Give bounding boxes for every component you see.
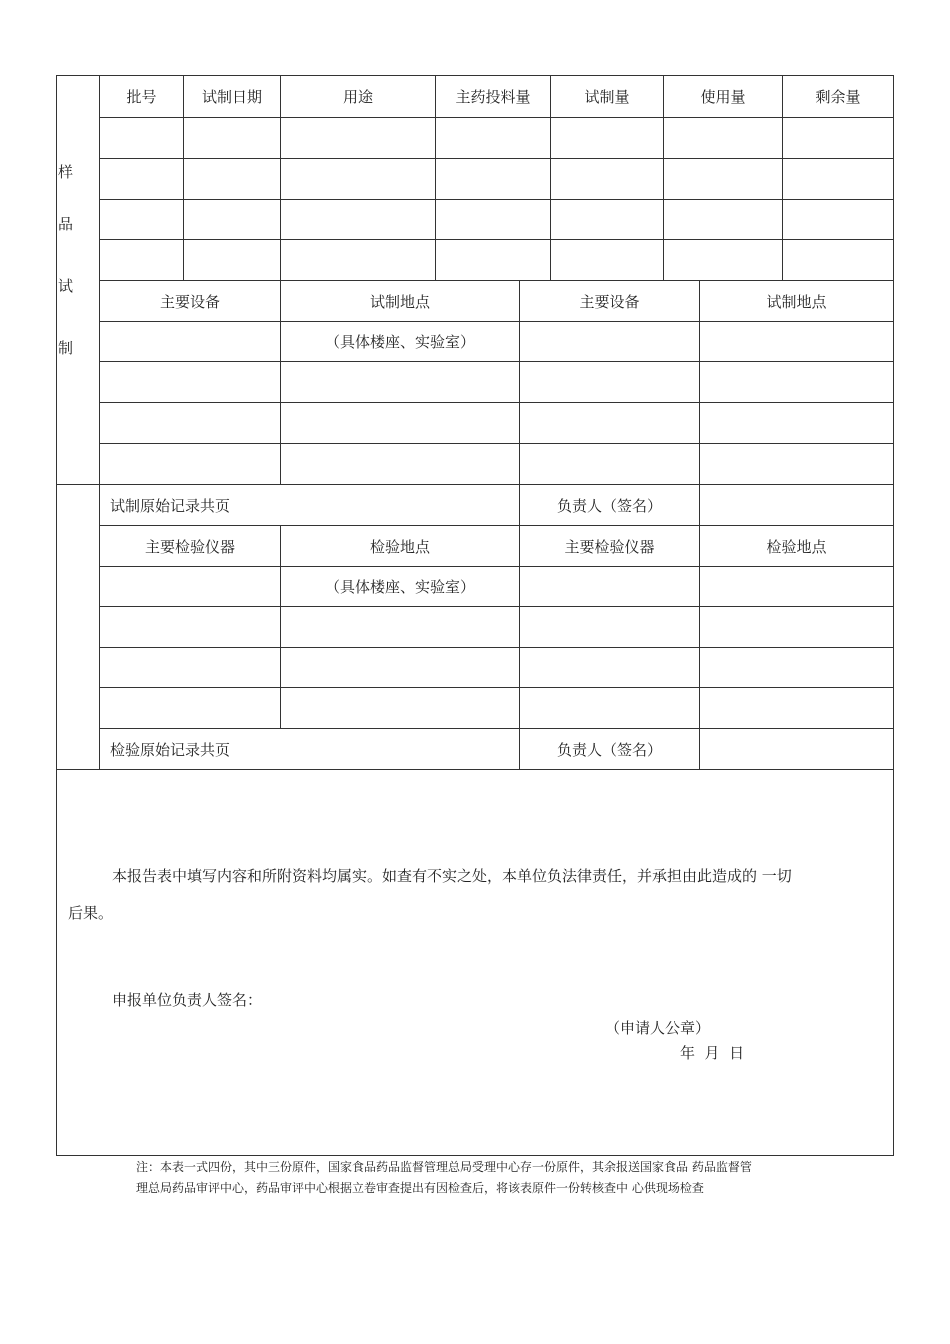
row-line	[99, 117, 894, 118]
section-divider-line	[56, 769, 894, 770]
inspection-records-label: 检验原始记录共页	[110, 741, 231, 759]
applicant-seal-label: （申请人公章）	[605, 1019, 711, 1037]
label-column-line	[99, 75, 100, 769]
date-label: 年 月 日	[680, 1044, 745, 1062]
header-main-equipment: 主要设备	[159, 293, 220, 311]
footnote-line-1: 注：本表一式四份，其中三份原件，国家食品药品监督管理总局受理中心存一份原件，其余报送国家食品 药品监督管	[136, 1160, 752, 1174]
section-label-char: 样	[58, 163, 74, 181]
row-line	[99, 280, 894, 281]
frame-bottom-line	[56, 1155, 894, 1156]
header-inspection-location: 检验地点	[369, 538, 430, 556]
header-purpose: 用途	[342, 88, 373, 106]
row-line	[99, 199, 894, 200]
col-line	[519, 525, 520, 769]
row-line	[99, 525, 894, 526]
header-trial-location: 试制地点	[766, 293, 827, 311]
header-inspection-location: 检验地点	[766, 538, 827, 556]
frame-right-line	[893, 75, 894, 1155]
section-label-char: 试	[58, 277, 74, 295]
applicant-signature-label: 申报单位负责人签名：	[112, 991, 263, 1009]
header-main-instrument: 主要检验仪器	[144, 538, 235, 556]
row-line	[99, 321, 894, 322]
footnote-line-2: 理总局药品审评中心，药品审评中心根据立卷审查提出有因检查后，将该表原件一份转核查中 心供现场检查	[136, 1181, 704, 1195]
frame-left-line	[56, 75, 57, 1155]
section-divider-line	[56, 484, 894, 485]
row-line	[99, 728, 894, 729]
row-line	[99, 647, 894, 648]
header-main-drug-input: 主药投料量	[455, 88, 531, 106]
col-line	[699, 484, 700, 525]
row-line	[99, 158, 894, 159]
trial-records-label: 试制原始记录共页	[110, 497, 231, 515]
header-remaining-quantity: 剩余量	[815, 88, 861, 106]
signature-label: 负责人（签名）	[556, 497, 662, 515]
row-line	[99, 687, 894, 688]
section-label-char: 品	[58, 215, 74, 233]
header-used-quantity: 使用量	[700, 88, 746, 106]
header-batch-number: 批号	[126, 88, 157, 106]
header-trial-location: 试制地点	[369, 293, 430, 311]
signature-label: 负责人（签名）	[556, 741, 662, 759]
row-line	[99, 239, 894, 240]
location-hint: （具体楼座、实验室）	[324, 578, 475, 596]
section-label-char: 制	[58, 339, 74, 357]
frame-top-line	[56, 75, 894, 76]
declaration-line-1: 本报告表中填写内容和所附资料均属实。如查有不实之处，本单位负法律责任，并承担由此造成的 一切	[112, 867, 792, 885]
row-line	[99, 402, 894, 403]
location-hint: （具体楼座、实验室）	[324, 333, 475, 351]
row-line	[99, 566, 894, 567]
header-trial-date: 试制日期	[201, 88, 262, 106]
row-line	[99, 443, 894, 444]
header-trial-quantity: 试制量	[584, 88, 630, 106]
header-main-equipment: 主要设备	[579, 293, 640, 311]
declaration-line-2: 后果。	[68, 904, 114, 922]
col-line	[699, 525, 700, 769]
header-main-instrument: 主要检验仪器	[564, 538, 655, 556]
row-line	[99, 361, 894, 362]
row-line	[99, 606, 894, 607]
